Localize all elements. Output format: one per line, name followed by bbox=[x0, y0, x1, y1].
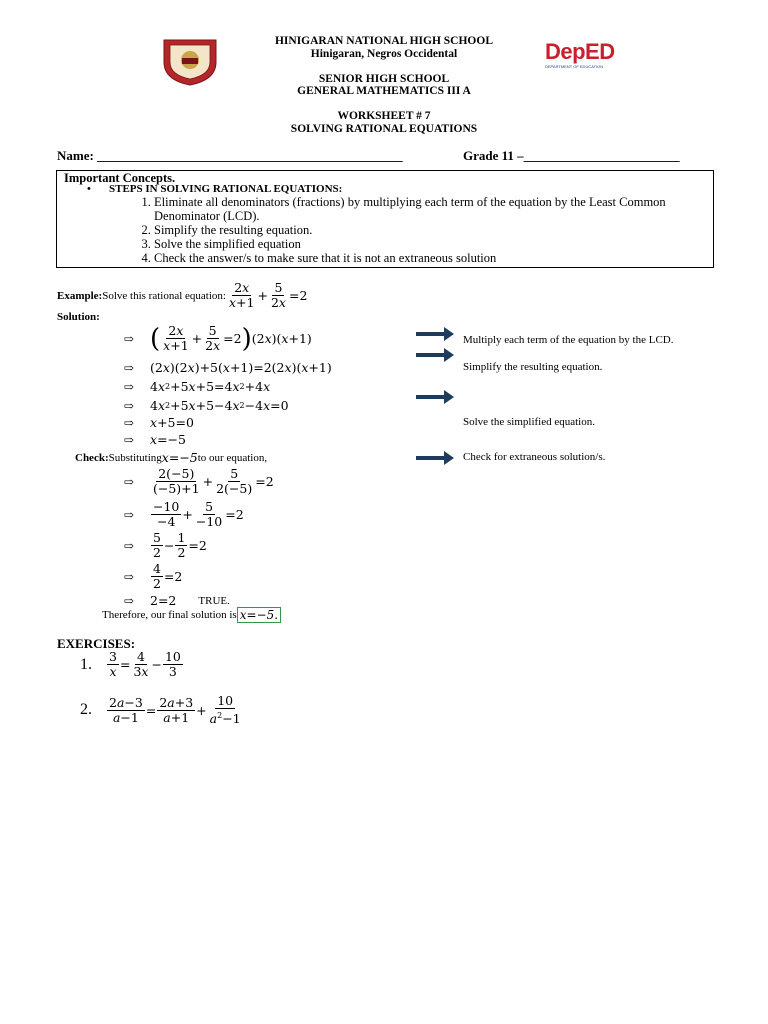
concepts-title: Important Concepts. bbox=[64, 171, 176, 185]
solution-step-3: ⇨ 4 x 2 +5 x +5=4 x 2 +4 x bbox=[124, 379, 271, 394]
deped-logo-text: DepED bbox=[545, 39, 615, 64]
hollow-arrow-icon: ⇨ bbox=[124, 569, 135, 584]
worksheet-topic: SOLVING RATIONAL EQUATIONS bbox=[290, 123, 478, 135]
steps-list bbox=[107, 195, 724, 265]
school-name: HINIGARAN NATIONAL HIGH SCHOOL bbox=[274, 35, 493, 47]
solution-step-5: ⇨ x +5=0 bbox=[124, 415, 194, 430]
school-location: Hinigaran, Negros Occidental bbox=[310, 48, 458, 60]
hollow-arrow-icon: ⇨ bbox=[124, 398, 135, 413]
note-multiply: Multiply each term of the equation by the LCD. bbox=[463, 334, 674, 346]
step-item: 2. Simplify the resulting equation. bbox=[154, 223, 724, 237]
final-text: Therefore, our final solution is bbox=[102, 609, 237, 621]
name-line: _______________________________________________ bbox=[97, 148, 403, 163]
exercise-number: 2. bbox=[80, 701, 92, 719]
right-arrow-icon bbox=[416, 451, 454, 465]
check-step-3: ⇨ $\frac{5}{2}$ − $\frac{1}{2}$ =2 bbox=[124, 530, 207, 560]
hollow-arrow-icon: ⇨ bbox=[124, 474, 135, 489]
right-arrow-icon bbox=[416, 327, 454, 341]
step-item: 3. Solve the simplified equation bbox=[154, 237, 724, 251]
final-answer-box: x=−5. bbox=[237, 607, 281, 623]
hollow-arrow-icon: ⇨ bbox=[124, 538, 135, 553]
hollow-arrow-icon: ⇨ bbox=[124, 415, 135, 430]
check-text: Substituting bbox=[108, 451, 162, 464]
grade-label: Grade 11 – bbox=[463, 148, 524, 163]
example-line bbox=[57, 281, 307, 310]
exercise-1: 1. $\frac{3}{x}$ = $\frac{4}{3x}$ − $\frac{10}{3}$ bbox=[80, 649, 181, 679]
worksheet-number: WORKSHEET # 7 bbox=[337, 110, 431, 122]
concepts-bullet bbox=[87, 183, 342, 195]
solution-step-6: ⇨ x =−5 bbox=[124, 432, 186, 447]
exercise-number: 1. bbox=[80, 655, 92, 673]
example-equation: $\frac{2x}{x+1}$ + $\frac{5}{2x}$ =2 bbox=[228, 280, 308, 310]
name-field[interactable] bbox=[57, 148, 403, 164]
note-solve: Solve the simplified equation. bbox=[463, 416, 595, 428]
hollow-arrow-icon: ⇨ bbox=[124, 593, 135, 608]
check-value: x=−5 bbox=[161, 450, 198, 465]
school-level: SENIOR HIGH SCHOOL bbox=[318, 73, 450, 85]
step-item: 4. Check the answer/s to make sure that it is not an extraneous solution bbox=[154, 251, 724, 265]
grade-field[interactable] bbox=[463, 148, 680, 164]
grade-line: ________________________ bbox=[523, 148, 680, 163]
note-simplify: Simplify the resulting equation. bbox=[463, 361, 603, 373]
right-arrow-icon bbox=[416, 390, 454, 404]
check-tail: to our equation, bbox=[197, 451, 268, 464]
exercises-title: EXERCISES: bbox=[57, 636, 136, 651]
hollow-arrow-icon: ⇨ bbox=[124, 360, 135, 375]
solution-step-1: ⇨ ( $\frac{2x}{x+1}$ + $\frac{5}{2x}$ =2 ) (2 x )( x +1) bbox=[124, 323, 312, 354]
hollow-arrow-icon: ⇨ bbox=[124, 507, 135, 522]
hollow-arrow-icon: ⇨ bbox=[124, 432, 135, 447]
check-step-5: ⇨ 2=2 TRUE. bbox=[124, 593, 230, 608]
check-label: Check: bbox=[75, 451, 109, 464]
solution-step-4: ⇨ 4 x 2 +5 x +5−4 x 2 −4 x =0 bbox=[124, 398, 289, 413]
check-line bbox=[75, 450, 267, 465]
deped-logo bbox=[545, 40, 625, 69]
example-label: Example: bbox=[57, 289, 103, 302]
final-solution-line bbox=[102, 607, 281, 623]
solution-step-2: ⇨ (2 x )(2 x )+5( x +1)=2(2 x )( x +1) bbox=[124, 360, 332, 375]
hollow-arrow-icon: ⇨ bbox=[124, 379, 135, 394]
check-step-4: ⇨ $\frac{4}{2}$ =2 bbox=[124, 561, 183, 591]
exercise-2: 2. $\frac{2a-3}{a-1}$ = $\frac{2a+3}{a+1}$ + $\frac{10}{a^2-1}$ bbox=[80, 693, 241, 727]
concepts-bullet-text: STEPS IN SOLVING RATIONAL EQUATIONS: bbox=[109, 183, 343, 195]
right-arrow-icon bbox=[416, 348, 454, 362]
check-step-2: ⇨ $\frac{-10}{-4}$ + $\frac{5}{-10}$ =2 bbox=[124, 499, 244, 529]
deped-logo-subtext: DEPARTMENT OF EDUCATION bbox=[545, 64, 604, 69]
check-step-1: ⇨ $\frac{2(-5)}{(-5)+1}$ + $\frac{5}{2(-5)}$ =2 bbox=[124, 466, 274, 496]
solution-label: Solution: bbox=[57, 311, 100, 323]
subject-title: GENERAL MATHEMATICS III A bbox=[297, 85, 471, 97]
true-label: TRUE. bbox=[198, 594, 230, 607]
example-text: Solve this rational equation: bbox=[102, 289, 226, 302]
concepts-box bbox=[56, 170, 714, 268]
bullet-icon: • bbox=[87, 183, 91, 195]
name-label: Name: bbox=[57, 148, 98, 163]
step-item: 1. Eliminate all denominators (fractions) by multiplying each term of the equation by the Least Common Denominator (LCD). bbox=[154, 195, 724, 223]
note-check: Check for extraneous solution/s. bbox=[463, 451, 606, 463]
hollow-arrow-icon: ⇨ bbox=[124, 331, 135, 346]
